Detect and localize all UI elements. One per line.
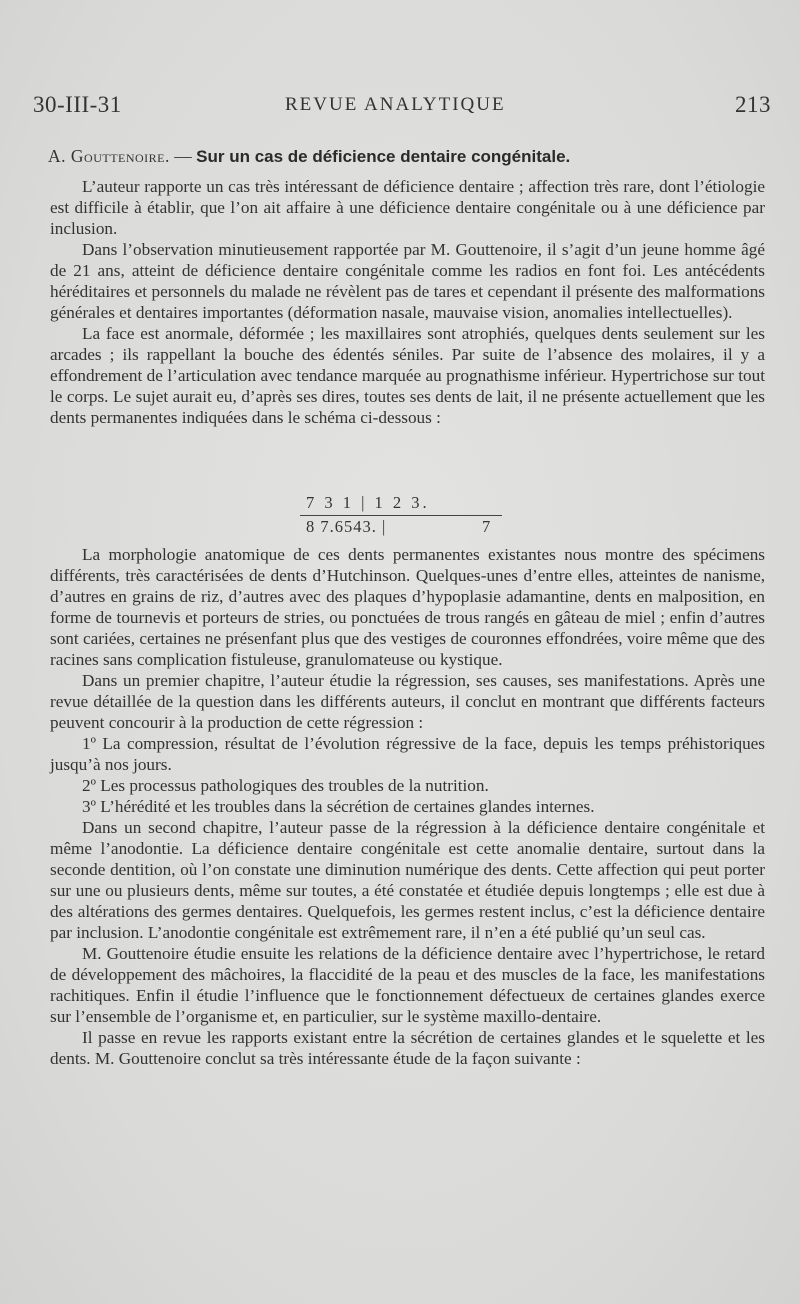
dental-formula (300, 493, 510, 539)
article-heading (48, 146, 768, 167)
article-author: A. Gouttenoire. (48, 146, 170, 166)
dental-formula-lower: 8 7.6543. | (306, 517, 387, 536)
body-text-before-formula (50, 176, 765, 428)
body-text-after-formula (50, 544, 765, 1069)
paragraph: La face est anormale, déformée ; les maxillaires sont atrophiés, quelques dents seulement sur les arcades ; ils rappellant la bouche des édentés séniles. Par suite de l’absence des molaires, il y a effondrement de l’articulation avec tendance marquée au prognathisme inférieur. Hypertrichose sur tout le corps. Le sujet aurait eu, d’après ses dires, toutes ses dents de lait, il ne présente actuellement que les dents permanentes indiquées dans le schéma ci-dessous : (50, 324, 765, 427)
dental-formula-rule (300, 515, 502, 516)
paragraph: Dans un premier chapitre, l’auteur étudie la régression, ses causes, ses manifestations. Après une revue détaillée de la question dans les différents auteurs, il conclut en montrant que différents facteurs peuvent concourir à la production de cette régression : (50, 671, 765, 732)
dental-formula-upper: 7 3 1 | 1 2 3. (306, 493, 430, 512)
heading-dash: — (174, 146, 192, 166)
list-item: 2º Les processus pathologiques des troubles de la nutrition. (82, 776, 489, 795)
running-head (33, 92, 771, 122)
paragraph: La morphologie anatomique de ces dents permanentes existantes nous montre des spécimens différents, très caractérisées de dents d’Hutchinson. Quelques-unes d’entre elles, atteintes de nanisme, d’autres en grains de riz, d’autres avec des plaques d’hypoplasie adamantine, dents en malposition, en forme de tournevis et porteurs de stries, ou ponctuées de trous rangés en gâteau de miel ; enfin d’autres sont cariées, certaines ne présenfant plus que des vestiges de couronnes effondrées, voire même que des racines sans complication fistuleuse, granulomateuse ou kystique. (50, 545, 765, 669)
paragraph: M. Gouttenoire étudie ensuite les relations de la déficience dentaire avec l’hypertrichose, le retard de développement des mâchoires, la flaccidité de la peau et des muscles de la face, les manifestations rachitiques. Enfin il étudie l’influence que le fonctionnement défectueux de certaines glandes exerce sur l’ensemble de l’organisme et, en particulier, sur le système maxillo-dentaire. (50, 944, 765, 1026)
dental-formula-lower-right: 7 (482, 517, 492, 536)
article-title: Sur un cas de déficience dentaire congénitale. (196, 147, 571, 166)
paragraph: Dans l’observation minutieusement rapportée par M. Gouttenoire, il s’agit d’un jeune homme âgé de 21 ans, atteint de déficience dentaire congénitale comme les radios en font foi. Les antécédents héréditaires et personnels du malade ne révèlent pas de tares et cependant il présente des malformations générales et dentaires importantes (déformation nasale, mauvaise vision, anomalies intellectuelles). (50, 240, 765, 322)
list-item: 1º La compression, résultat de l’évolution régressive de la face, depuis les temps préhistoriques jusqu’à nos jours. (50, 734, 765, 774)
issue-date: 30-III-31 (33, 92, 122, 117)
paragraph: Il passe en revue les rapports existant entre la sécrétion de certaines glandes et le squelette et les dents. M. Gouttenoire conclut sa très intéressante étude de la façon suivante : (50, 1028, 765, 1068)
journal-section-title: REVUE ANALYTIQUE (285, 94, 506, 115)
paragraph: Dans un second chapitre, l’auteur passe de la régression à la déficience dentaire congénitale et même l’anodontie. La déficience dentaire congénitale est cette anomalie dentaire, surtout dans la seconde dentition, où l’on constate une diminution numérique des dents. Cette affection qui peut porter sur une ou plusieurs dents, même sur toutes, a été constatée et étudiée depuis longtemps ; elle est due à des altérations des germes dentaires. Quelquefois, les germes restent inclus, c’est la déficience dentaire par inclusion. L’anodontie congénitale est extrêmement rare, il n’en a été publié qu’un seul cas. (50, 818, 765, 942)
paragraph: L’auteur rapporte un cas très intéressant de déficience dentaire ; affection très rare, dont l’étiologie est difficile à établir, que l’on ait affaire à une déficience dentaire congénitale ou à une déficience par inclusion. (50, 177, 765, 238)
list-item: 3º L’hérédité et les troubles dans la sécrétion de certaines glandes internes. (82, 797, 595, 816)
page-number: 213 (735, 92, 771, 117)
